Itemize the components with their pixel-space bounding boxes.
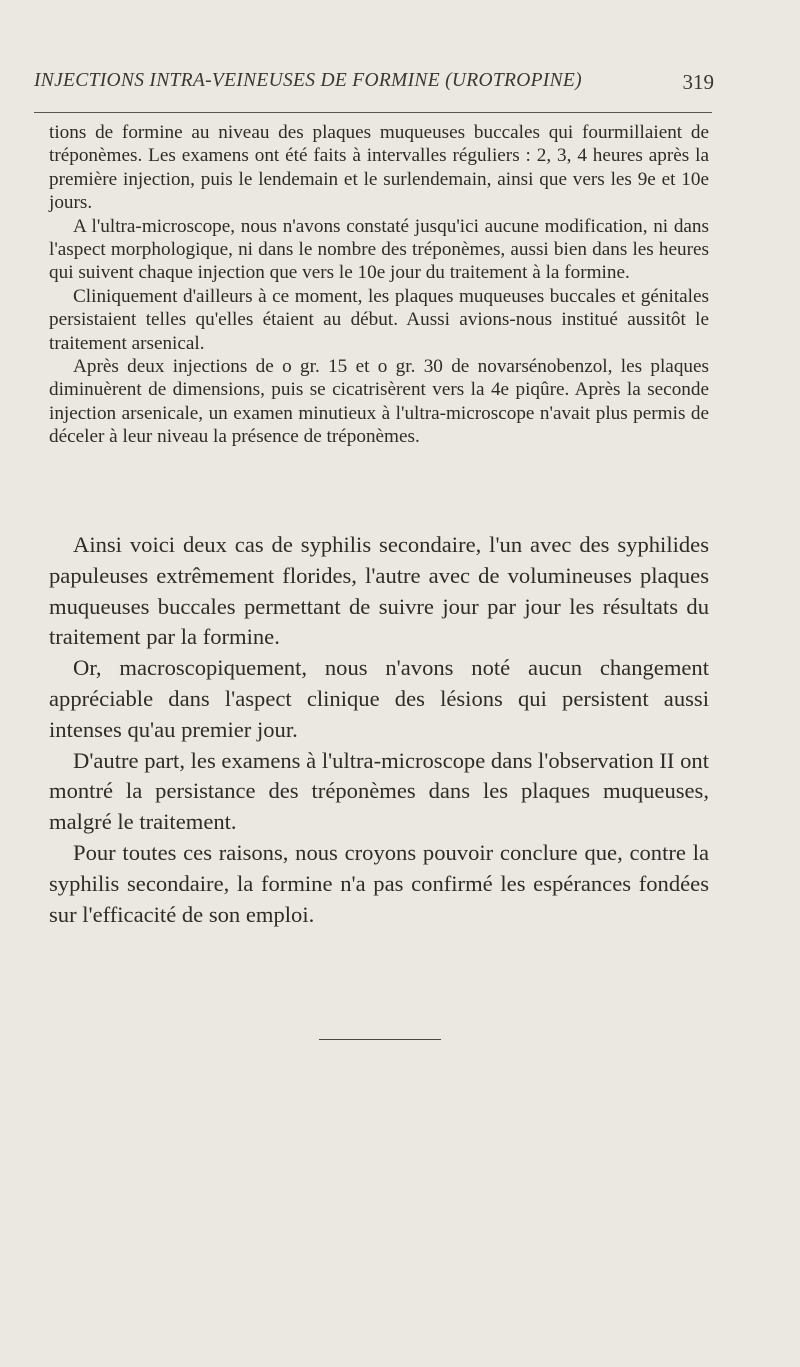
page-number: 319 — [682, 70, 714, 94]
paragraph: Or, macroscopiquement, nous n'avons noté aucun changement appréciable dans l'aspect clinique des lésions qui persistent aussi intenses qu'au premier jour. — [49, 655, 709, 742]
paragraph: Ainsi voici deux cas de syphilis secondaire, l'un avec des syphilides papuleuses extrêmement florides, l'autre avec de volumineuses plaques muqueuses buccales permettant de suivre jour par jour les résultats du traitement par la formine. — [49, 532, 709, 650]
header-rule — [34, 112, 712, 113]
paragraph: tions de formine au niveau des plaques muqueuses buccales qui fourmillaient de tréponèmes. Les examens ont été faits à intervalles réguliers : 2, 3, 4 heures après la première injection, puis le lendemain et le surlendemain, ainsi que vers les 9e et 10e jours. — [49, 122, 709, 214]
paragraph: Pour toutes ces raisons, nous croyons pouvoir conclure que, contre la syphilis secondaire, la formine n'a pas confirmé les espérances fondées sur l'efficacité de son emploi. — [49, 839, 709, 927]
paragraph: Cliniquement d'ailleurs à ce moment, les plaques muqueuses buccales et génitales persistaient telles qu'elles étaient au début. Aussi avions-nous institué aussitôt le traitement arsenical. — [49, 285, 709, 354]
running-header — [34, 70, 714, 98]
paragraph: A l'ultra-microscope, nous n'avons constaté jusqu'ici aucune modification, ni dans l'aspect morphologique, ni dans le nombre des tréponèmes, aussi bien dans les heures qui suivent chaque injection que vers le 10e jour du traitement à la formine. — [49, 215, 709, 284]
running-title: INJECTIONS INTRA-VEINEUSES DE FORMINE (UROTROPINE) — [34, 70, 582, 91]
observation-text — [49, 121, 709, 449]
paragraph: Après deux injections de o gr. 15 et o gr. 30 de novarsénobenzol, les plaques diminuèrent de dimensions, puis se cicatrisèrent vers la 4e piqûre. Après la seconde injection arsenicale, un examen minutieux à l'ultra-microscope n'avait plus permis de déceler à leur niveau la présence de tréponèmes. — [49, 356, 709, 448]
end-rule — [319, 1039, 441, 1040]
conclusion-text — [49, 530, 709, 930]
paragraph: D'autre part, les examens à l'ultra-microscope dans l'observation II ont montré la persistance des tréponèmes dans les plaques muqueuses, malgré le traitement. — [49, 747, 709, 835]
